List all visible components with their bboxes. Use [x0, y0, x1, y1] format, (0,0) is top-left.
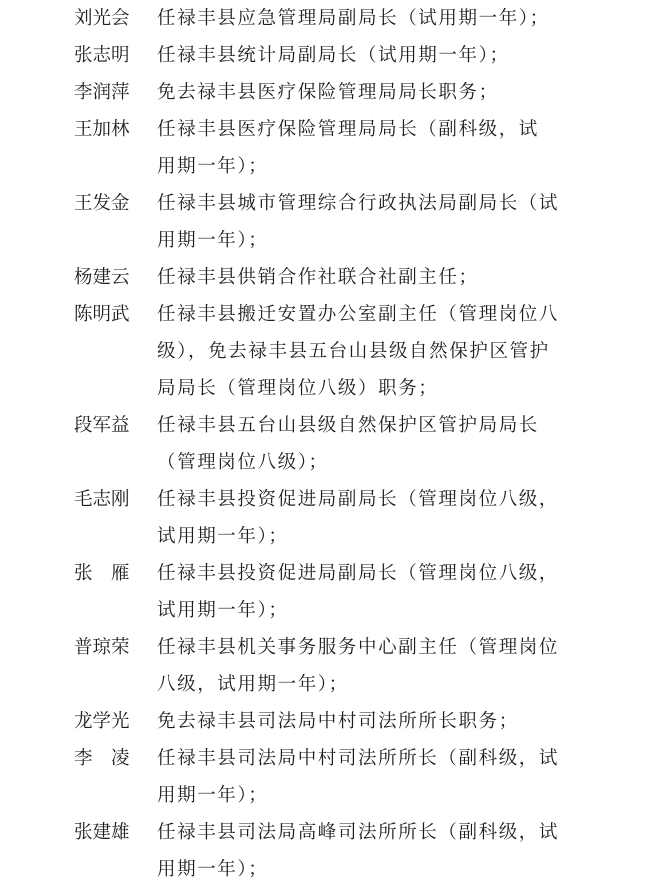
appointment-text-line: 任禄丰县司法局中村司法所所长（副科级，试	[157, 748, 560, 769]
appointment-text	[157, 185, 597, 259]
appointment-text-line: 任禄丰县投资促进局副局长（管理岗位八级，	[157, 489, 560, 510]
appointment-text	[157, 259, 597, 296]
person-name: 毛志刚	[74, 489, 130, 510]
appointment-text	[157, 814, 597, 888]
appointment-text	[157, 296, 597, 407]
appointment-text-line: 任禄丰县应急管理局副局长（试用期一年）；	[157, 8, 550, 29]
appointment-text	[157, 740, 597, 814]
appointment-text	[157, 703, 597, 740]
appointment-entry	[0, 259, 655, 296]
appointment-text-line: 任禄丰县机关事务服务中心副主任（管理岗位	[157, 637, 560, 658]
appointment-entry	[0, 407, 655, 481]
appointment-text-line: 八级，试用期一年）；	[157, 674, 349, 695]
appointment-entry	[0, 703, 655, 740]
appointment-entry	[0, 629, 655, 703]
appointment-text-line: （管理岗位八级）；	[157, 452, 329, 473]
person-name: 龙学光	[74, 711, 130, 732]
person-name: 张建雄	[74, 822, 130, 843]
appointment-entry	[0, 185, 655, 259]
person-name: 陈明武	[74, 304, 130, 325]
appointment-text-line: 任禄丰县司法局高峰司法所所长（副科级，试	[157, 822, 560, 843]
appointment-text	[157, 407, 597, 481]
appointment-text-line: 用期一年）；	[157, 785, 269, 806]
appointment-text	[157, 481, 597, 555]
person-name: 段军益	[74, 415, 130, 436]
appointment-text-line: 用期一年）；	[157, 859, 269, 880]
appointment-text-line: 用期一年）；	[157, 156, 269, 177]
appointment-text-line: 用期一年）；	[157, 230, 269, 251]
appointment-text-line: 任禄丰县五台山县级自然保护区管护局局长	[157, 415, 539, 436]
appointment-text-line: 任禄丰县供销合作社联合社副主任；	[157, 267, 479, 288]
appointment-entry	[0, 481, 655, 555]
person-name: 李 凌	[74, 748, 130, 769]
appointment-text	[157, 37, 597, 74]
appointment-text-line: 级），免去禄丰县五台山县级自然保护区管护	[157, 341, 550, 362]
appointment-text-line: 免去禄丰县司法局中村司法所所长职务；	[157, 711, 519, 732]
appointment-entry	[0, 37, 655, 74]
person-name: 普琼荣	[74, 637, 130, 658]
appointment-text	[157, 0, 597, 37]
appointment-text-line: 试用期一年）；	[157, 526, 289, 547]
appointment-text-line: 任禄丰县医疗保险管理局局长（副科级，试	[157, 119, 539, 140]
appointment-text-line: 任禄丰县搬迁安置办公室副主任（管理岗位八	[157, 304, 560, 325]
appointment-entry	[0, 814, 655, 888]
appointment-text	[157, 555, 597, 629]
appointment-text	[157, 74, 597, 111]
appointment-text	[157, 111, 597, 185]
appointment-text-line: 免去禄丰县医疗保险管理局局长职务；	[157, 82, 499, 103]
appointment-entry	[0, 740, 655, 814]
person-name: 杨建云	[74, 267, 130, 288]
appointment-text	[157, 629, 597, 703]
person-name: 王加林	[74, 119, 130, 140]
appointment-text-line: 任禄丰县城市管理综合行政执法局副局长（试	[157, 193, 560, 214]
person-name: 张志明	[74, 45, 130, 66]
person-name: 李润萍	[74, 82, 130, 103]
appointment-text-line: 局局长（管理岗位八级）职务；	[157, 378, 439, 399]
person-name: 张 雁	[74, 563, 130, 584]
appointment-text-line: 试用期一年）；	[157, 600, 289, 621]
appointment-text-line: 任禄丰县统计局副局长（试用期一年）；	[157, 45, 510, 66]
appointment-entry	[0, 296, 655, 407]
appointment-text-line: 任禄丰县投资促进局副局长（管理岗位八级，	[157, 563, 560, 584]
appointment-entry	[0, 0, 655, 37]
appointment-entry	[0, 555, 655, 629]
person-name: 王发金	[74, 193, 130, 214]
person-name: 刘光会	[74, 8, 130, 29]
appointment-entry	[0, 74, 655, 111]
appointment-entry	[0, 111, 655, 185]
